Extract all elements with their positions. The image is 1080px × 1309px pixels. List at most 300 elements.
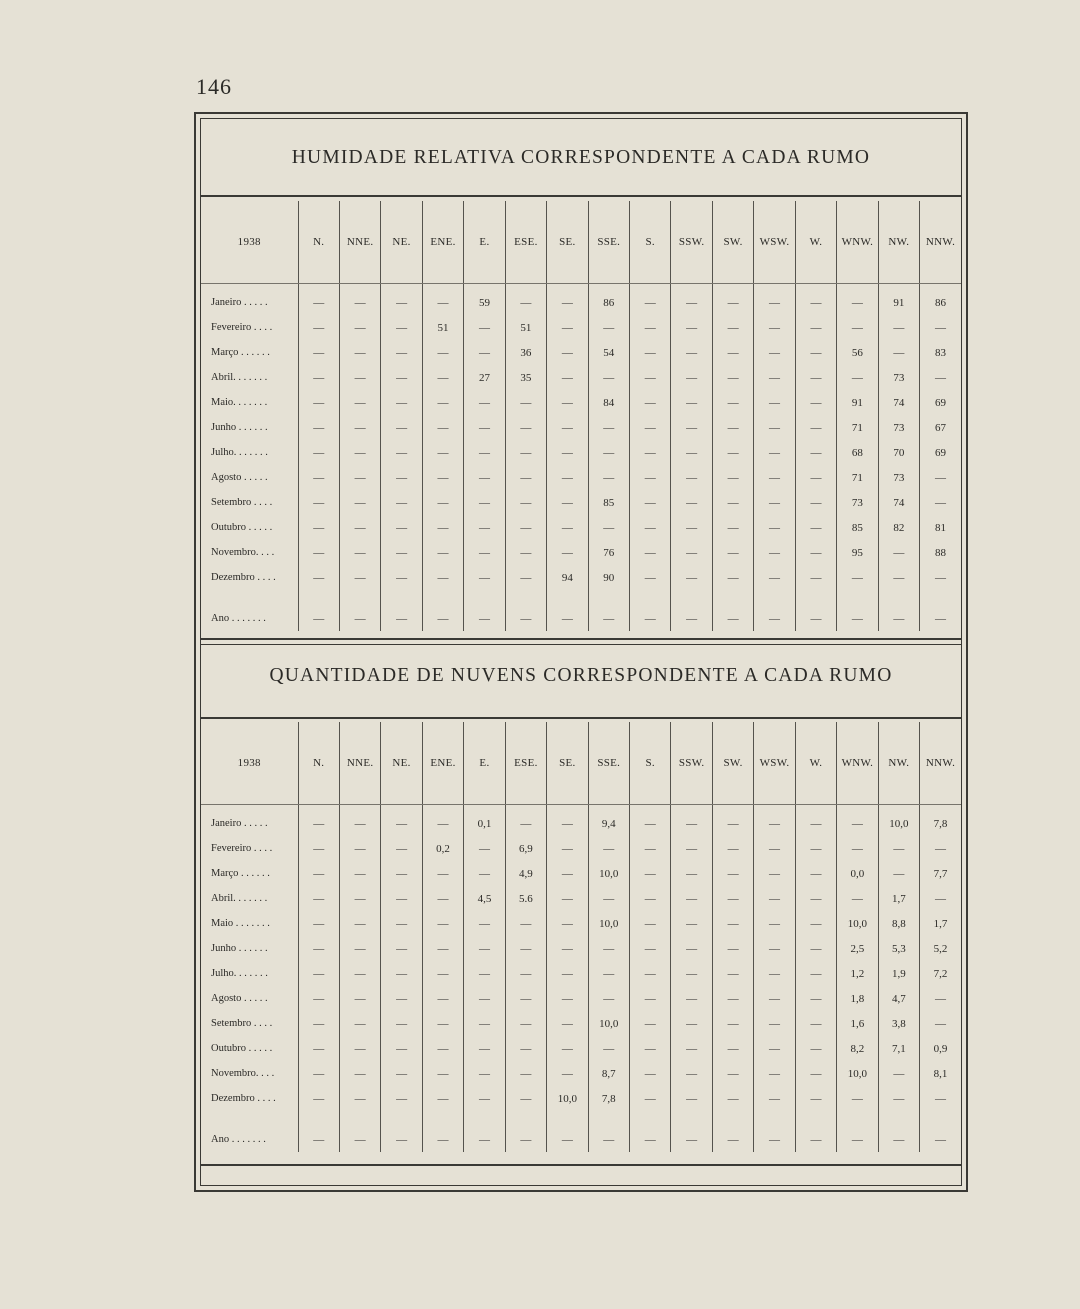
clouds-column-header: SSW. — [671, 722, 712, 805]
humidity-column-header: SE. — [547, 201, 588, 284]
humidity-cell: — — [505, 490, 546, 515]
humidity-annual-cell: — — [754, 606, 795, 631]
clouds-cell: — — [339, 986, 380, 1011]
clouds-cell: — — [712, 936, 753, 961]
clouds-spacer-cell — [588, 1111, 629, 1127]
clouds-spacer-cell — [422, 1111, 463, 1127]
humidity-cell: — — [671, 440, 712, 465]
humidity-cell: 51 — [422, 315, 463, 340]
clouds-cell: — — [878, 1086, 919, 1111]
clouds-cell: — — [505, 936, 546, 961]
clouds-column-header: NW. — [878, 722, 919, 805]
clouds-cell: — — [339, 805, 380, 837]
humidity-cell: — — [795, 365, 836, 390]
humidity-spacer-cell — [712, 590, 753, 606]
humidity-row — [201, 540, 961, 565]
humidity-column-header: NE. — [381, 201, 422, 284]
humidity-cell: 73 — [878, 365, 919, 390]
humidity-row — [201, 365, 961, 390]
clouds-column-header: NNW. — [920, 722, 961, 805]
clouds-cell: 10,0 — [588, 861, 629, 886]
humidity-column-header: N. — [298, 201, 339, 284]
humidity-annual-row — [201, 606, 961, 631]
humidity-cell: 35 — [505, 365, 546, 390]
humidity-cell: — — [712, 490, 753, 515]
clouds-cell: — — [712, 1036, 753, 1061]
humidity-cell: — — [298, 365, 339, 390]
clouds-cell: 10,0 — [588, 1011, 629, 1036]
humidity-cell: — — [588, 365, 629, 390]
humidity-cell: — — [795, 515, 836, 540]
humidity-cell: — — [381, 490, 422, 515]
clouds-cell: — — [754, 886, 795, 911]
clouds-cell: 7,1 — [878, 1036, 919, 1061]
humidity-cell: — — [754, 390, 795, 415]
clouds-annual-cell: — — [339, 1127, 380, 1152]
clouds-cell: — — [630, 986, 671, 1011]
humidity-spacer-cell — [878, 590, 919, 606]
clouds-row-label: Setembro . . . . — [211, 1018, 273, 1029]
clouds-cell: — — [381, 1061, 422, 1086]
humidity-annual-cell: — — [712, 606, 753, 631]
humidity-cell: — — [671, 415, 712, 440]
clouds-row-label: Dezembro . . . . — [211, 1093, 276, 1104]
humidity-cell: — — [547, 390, 588, 415]
humidity-column-header: W. — [795, 201, 836, 284]
clouds-cell: — — [837, 836, 878, 861]
humidity-spacer-cell — [795, 590, 836, 606]
humidity-cell: — — [505, 440, 546, 465]
humidity-cell: — — [422, 390, 463, 415]
humidity-cell: — — [837, 565, 878, 590]
clouds-cell: 10,0 — [837, 911, 878, 936]
humidity-cell: — — [298, 390, 339, 415]
humidity-cell: 69 — [920, 440, 961, 465]
humidity-cell: — — [795, 565, 836, 590]
humidity-cell: 74 — [878, 390, 919, 415]
clouds-year-header: 1938 — [201, 722, 298, 805]
clouds-cell: — — [464, 911, 505, 936]
clouds-cell: — — [422, 911, 463, 936]
humidity-cell: — — [712, 515, 753, 540]
humidity-cell: — — [630, 284, 671, 316]
humidity-column-header: SSE. — [588, 201, 629, 284]
humidity-cell: — — [298, 315, 339, 340]
humidity-cell: — — [381, 415, 422, 440]
humidity-cell: — — [795, 440, 836, 465]
humidity-cell: — — [671, 315, 712, 340]
humidity-cell: 82 — [878, 515, 919, 540]
clouds-cell: — — [795, 911, 836, 936]
clouds-cell: — — [754, 936, 795, 961]
clouds-cell: — — [298, 1061, 339, 1086]
clouds-cell: — — [505, 1011, 546, 1036]
humidity-cell: — — [795, 415, 836, 440]
clouds-spacer-cell — [298, 1111, 339, 1127]
humidity-cell: — — [630, 565, 671, 590]
clouds-title-rule — [201, 717, 961, 719]
clouds-row — [201, 886, 961, 911]
humidity-row — [201, 390, 961, 415]
clouds-cell: — — [754, 986, 795, 1011]
humidity-row — [201, 490, 961, 515]
clouds-cell: — — [547, 986, 588, 1011]
clouds-annual-cell: — — [795, 1127, 836, 1152]
humidity-column-header: SW. — [712, 201, 753, 284]
clouds-spacer-cell — [201, 1111, 298, 1127]
humidity-cell: — — [505, 565, 546, 590]
clouds-cell: — — [878, 1061, 919, 1086]
humidity-body — [201, 284, 961, 632]
clouds-cell: — — [671, 936, 712, 961]
humidity-row — [201, 440, 961, 465]
clouds-cell: 10,0 — [588, 911, 629, 936]
clouds-row — [201, 1061, 961, 1086]
humidity-cell: — — [671, 565, 712, 590]
humidity-cell: — — [630, 465, 671, 490]
humidity-year-header: 1938 — [201, 201, 298, 284]
clouds-cell: — — [630, 936, 671, 961]
humidity-cell: — — [754, 540, 795, 565]
humidity-cell: — — [754, 565, 795, 590]
tables-inner-frame — [200, 118, 962, 1186]
humidity-cell: 84 — [588, 390, 629, 415]
clouds-cell: — — [464, 1061, 505, 1086]
humidity-row-label: Março . . . . . . — [211, 347, 270, 358]
humidity-row-label: Novembro. . . . — [211, 547, 275, 558]
humidity-column-header: NW. — [878, 201, 919, 284]
clouds-column-header: N. — [298, 722, 339, 805]
clouds-annual-cell: — — [754, 1127, 795, 1152]
clouds-cell: — — [298, 805, 339, 837]
clouds-row-label: Fevereiro . . . . — [211, 843, 273, 854]
clouds-annual-label: Ano . . . . . . . — [211, 1134, 266, 1145]
clouds-cell: — — [712, 1011, 753, 1036]
clouds-column-header: SW. — [712, 722, 753, 805]
clouds-cell: — — [505, 1086, 546, 1111]
humidity-cell: — — [920, 490, 961, 515]
clouds-cell: — — [547, 936, 588, 961]
humidity-cell: 71 — [837, 465, 878, 490]
clouds-column-header: SE. — [547, 722, 588, 805]
clouds-cell: 0,0 — [837, 861, 878, 886]
clouds-annual-row — [201, 1127, 961, 1152]
clouds-cell: — — [422, 1061, 463, 1086]
clouds-cell: — — [381, 805, 422, 837]
clouds-cell: — — [671, 1086, 712, 1111]
humidity-cell: — — [671, 465, 712, 490]
clouds-cell: — — [712, 861, 753, 886]
clouds-cell: — — [712, 1061, 753, 1086]
humidity-cell: — — [464, 515, 505, 540]
clouds-cell: — — [837, 1086, 878, 1111]
clouds-spacer-cell — [381, 1111, 422, 1127]
clouds-row-label: Maio . . . . . . . — [211, 918, 270, 929]
clouds-cell: — — [630, 861, 671, 886]
clouds-cell: 5.6 — [505, 886, 546, 911]
clouds-cell: — — [588, 986, 629, 1011]
clouds-cell: — — [298, 936, 339, 961]
humidity-spacer-cell — [754, 590, 795, 606]
clouds-column-header: ESE. — [505, 722, 546, 805]
humidity-cell: — — [505, 390, 546, 415]
humidity-cell: — — [754, 340, 795, 365]
clouds-cell: — — [588, 1036, 629, 1061]
clouds-cell: — — [422, 1011, 463, 1036]
humidity-cell: 74 — [878, 490, 919, 515]
humidity-row-label: Fevereiro . . . . — [211, 322, 273, 333]
clouds-cell: — — [339, 961, 380, 986]
clouds-annual-cell: — — [381, 1127, 422, 1152]
clouds-cell: — — [298, 911, 339, 936]
humidity-annual-cell: — — [547, 606, 588, 631]
humidity-column-header: SSW. — [671, 201, 712, 284]
clouds-cell: — — [712, 805, 753, 837]
humidity-cell: — — [339, 465, 380, 490]
clouds-cell: — — [381, 911, 422, 936]
humidity-cell: — — [754, 315, 795, 340]
humidity-annual-cell: — — [422, 606, 463, 631]
humidity-bottom-rule — [201, 638, 961, 640]
clouds-row — [201, 961, 961, 986]
clouds-cell: — — [464, 861, 505, 886]
humidity-cell: — — [381, 540, 422, 565]
clouds-cell: 1,7 — [878, 886, 919, 911]
clouds-cell: — — [920, 1086, 961, 1111]
humidity-cell: — — [464, 390, 505, 415]
clouds-cell: — — [630, 886, 671, 911]
humidity-cell: — — [339, 315, 380, 340]
humidity-cell: — — [630, 315, 671, 340]
clouds-cell: — — [505, 961, 546, 986]
humidity-cell: — — [505, 415, 546, 440]
clouds-cell: — — [547, 911, 588, 936]
humidity-spacer-cell — [201, 590, 298, 606]
clouds-column-header: NNE. — [339, 722, 380, 805]
humidity-cell: — — [878, 315, 919, 340]
clouds-cell: — — [671, 986, 712, 1011]
humidity-cell: 56 — [837, 340, 878, 365]
clouds-cell: — — [671, 1011, 712, 1036]
humidity-cell: — — [712, 284, 753, 316]
clouds-annual-cell: — — [298, 1127, 339, 1152]
clouds-column-header: S. — [630, 722, 671, 805]
clouds-row — [201, 805, 961, 837]
clouds-cell: — — [547, 1036, 588, 1061]
clouds-cell: 3,8 — [878, 1011, 919, 1036]
clouds-cell: 8,8 — [878, 911, 919, 936]
humidity-cell: — — [671, 284, 712, 316]
clouds-cell: — — [630, 805, 671, 837]
humidity-row — [201, 515, 961, 540]
humidity-cell: 85 — [588, 490, 629, 515]
humidity-annual-cell: — — [795, 606, 836, 631]
clouds-cell: — — [795, 936, 836, 961]
clouds-spacer-cell — [795, 1111, 836, 1127]
clouds-cell: 7,8 — [920, 805, 961, 837]
humidity-cell: — — [547, 315, 588, 340]
humidity-cell: — — [339, 565, 380, 590]
humidity-annual-cell: — — [920, 606, 961, 631]
clouds-cell: 10,0 — [837, 1061, 878, 1086]
section-divider-rule — [201, 644, 961, 645]
clouds-cell: — — [795, 1011, 836, 1036]
clouds-cell: — — [878, 836, 919, 861]
humidity-cell: — — [754, 490, 795, 515]
clouds-cell: — — [422, 1086, 463, 1111]
clouds-column-header: WSW. — [754, 722, 795, 805]
humidity-cell: — — [671, 340, 712, 365]
humidity-annual-cell: — — [381, 606, 422, 631]
clouds-cell: 10,0 — [878, 805, 919, 837]
clouds-cell: — — [381, 936, 422, 961]
humidity-cell: — — [754, 465, 795, 490]
humidity-annual-cell: — — [464, 606, 505, 631]
humidity-annual-cell: — — [837, 606, 878, 631]
clouds-annual-cell: — — [588, 1127, 629, 1152]
clouds-cell: — — [422, 861, 463, 886]
clouds-spacer-cell — [712, 1111, 753, 1127]
humidity-row-label: Dezembro . . . . — [211, 572, 276, 583]
humidity-spacer-cell — [920, 590, 961, 606]
humidity-cell: — — [422, 490, 463, 515]
clouds-cell: — — [588, 886, 629, 911]
humidity-cell: — — [464, 490, 505, 515]
clouds-cell: — — [381, 986, 422, 1011]
clouds-annual-cell: — — [878, 1127, 919, 1152]
clouds-cell: — — [630, 1011, 671, 1036]
humidity-cell: — — [630, 415, 671, 440]
clouds-annual-cell: — — [547, 1127, 588, 1152]
humidity-cell: — — [381, 465, 422, 490]
humidity-row — [201, 465, 961, 490]
humidity-row-label: Outubro . . . . . — [211, 522, 273, 533]
clouds-body — [201, 805, 961, 1153]
clouds-annual-cell: — — [837, 1127, 878, 1152]
humidity-cell: — — [298, 340, 339, 365]
clouds-cell: — — [795, 805, 836, 837]
clouds-spacer-cell — [671, 1111, 712, 1127]
clouds-row-label: Julho. . . . . . . — [211, 968, 268, 979]
clouds-cell: — — [671, 861, 712, 886]
humidity-spacer-cell — [381, 590, 422, 606]
clouds-cell: — — [298, 1036, 339, 1061]
clouds-cell: 0,9 — [920, 1036, 961, 1061]
humidity-cell: — — [381, 365, 422, 390]
clouds-cell: 5,2 — [920, 936, 961, 961]
clouds-cell: 1,2 — [837, 961, 878, 986]
humidity-cell: — — [422, 465, 463, 490]
clouds-cell: — — [671, 911, 712, 936]
humidity-cell: 51 — [505, 315, 546, 340]
humidity-cell: — — [712, 465, 753, 490]
humidity-cell: — — [339, 415, 380, 440]
clouds-cell: — — [464, 1036, 505, 1061]
humidity-cell: — — [588, 515, 629, 540]
clouds-cell: — — [464, 836, 505, 861]
humidity-spacer-cell — [464, 590, 505, 606]
clouds-cell: 8,1 — [920, 1061, 961, 1086]
clouds-row-label: Agosto . . . . . — [211, 993, 268, 1004]
clouds-cell: — — [464, 936, 505, 961]
humidity-cell: — — [547, 340, 588, 365]
humidity-cell: — — [381, 390, 422, 415]
humidity-cell: — — [422, 515, 463, 540]
humidity-title-rule — [201, 195, 961, 197]
humidity-annual-cell: — — [588, 606, 629, 631]
clouds-row — [201, 861, 961, 886]
humidity-cell: — — [339, 284, 380, 316]
humidity-cell: 73 — [878, 415, 919, 440]
humidity-row — [201, 315, 961, 340]
clouds-cell: 0,1 — [464, 805, 505, 837]
humidity-cell: — — [795, 284, 836, 316]
humidity-cell: — — [712, 390, 753, 415]
clouds-row-label: Novembro. . . . — [211, 1068, 275, 1079]
clouds-cell: — — [298, 1011, 339, 1036]
humidity-cell: 91 — [878, 284, 919, 316]
humidity-cell: 90 — [588, 565, 629, 590]
humidity-cell: — — [837, 365, 878, 390]
clouds-cell: 10,0 — [547, 1086, 588, 1111]
clouds-cell: — — [754, 805, 795, 837]
humidity-cell: — — [712, 315, 753, 340]
clouds-cell: — — [339, 1061, 380, 1086]
clouds-row — [201, 911, 961, 936]
humidity-cell: — — [547, 465, 588, 490]
humidity-cell: — — [464, 540, 505, 565]
humidity-cell: — — [381, 315, 422, 340]
clouds-cell: 4,7 — [878, 986, 919, 1011]
clouds-spacer-cell — [878, 1111, 919, 1127]
humidity-cell: — — [920, 565, 961, 590]
humidity-cell: — — [298, 565, 339, 590]
humidity-annual-cell: — — [339, 606, 380, 631]
humidity-cell: 68 — [837, 440, 878, 465]
humidity-cell: — — [712, 565, 753, 590]
clouds-cell: — — [588, 961, 629, 986]
clouds-cell: — — [422, 936, 463, 961]
humidity-spacer-cell — [671, 590, 712, 606]
clouds-cell: 1,7 — [920, 911, 961, 936]
clouds-title: QUANTIDADE DE NUVENS CORRESPONDENTE A CADA RUMO — [269, 665, 893, 686]
humidity-cell: — — [422, 415, 463, 440]
clouds-table — [201, 722, 961, 1152]
humidity-cell: — — [630, 340, 671, 365]
tables-frame — [194, 112, 968, 1192]
humidity-spacer-cell — [298, 590, 339, 606]
humidity-annual-cell: — — [298, 606, 339, 631]
clouds-cell: — — [298, 961, 339, 986]
clouds-cell: — — [339, 911, 380, 936]
clouds-cell: — — [298, 1086, 339, 1111]
humidity-cell: — — [795, 340, 836, 365]
clouds-cell: 9,4 — [588, 805, 629, 837]
clouds-cell: — — [671, 1036, 712, 1061]
humidity-cell: — — [298, 515, 339, 540]
humidity-cell: — — [505, 540, 546, 565]
clouds-cell: — — [505, 986, 546, 1011]
humidity-column-header: ENE. — [422, 201, 463, 284]
humidity-cell: — — [920, 465, 961, 490]
humidity-row-label: Janeiro . . . . . — [211, 297, 268, 308]
humidity-cell: 95 — [837, 540, 878, 565]
clouds-cell: — — [381, 1086, 422, 1111]
clouds-cell: — — [630, 961, 671, 986]
clouds-cell: — — [422, 805, 463, 837]
clouds-cell: — — [712, 836, 753, 861]
humidity-cell: — — [795, 540, 836, 565]
